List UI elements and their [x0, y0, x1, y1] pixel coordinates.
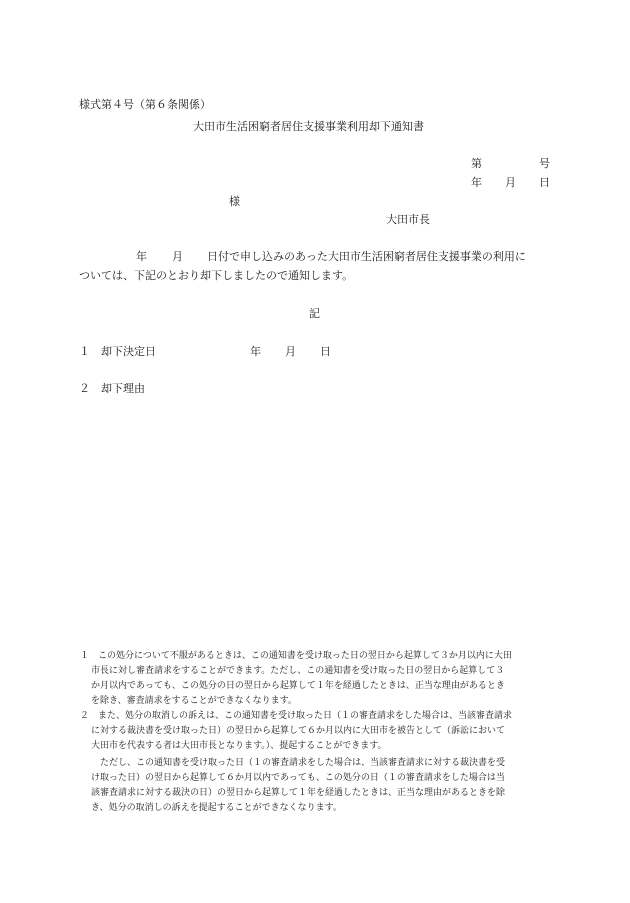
issue-day: 日	[539, 176, 550, 189]
note-2-line-2: に対する裁決書を受け取った日）の翌日から起算して６か月以内に大田市を被告として（訴訟において	[91, 726, 506, 736]
issue-year: 年	[471, 176, 482, 189]
issue-month: 月	[505, 176, 516, 189]
note-1-line-3: か月以内であっても、この処分の日の翌日から起算して１年を経過したときは、正当な理由があるとき	[91, 681, 505, 691]
note-2-line-4: ただし、この通知書を受け取った日（１の審査請求をした場合は、当該審査請求に対する裁決書を受	[100, 758, 506, 768]
note-1-line-2: 市長に対し審査請求をすることができます。ただし、この通知書を受け取った日の翌日から起算して３	[91, 666, 505, 676]
decision-year: 年	[250, 345, 261, 358]
issuer-name: 大田市長	[386, 213, 430, 226]
note-2-line-5: け取った日）の翌日から起算して６か月以内であっても、この処分の日（１の審査請求をした場合は当	[91, 773, 505, 783]
addressee-honorific: 様	[229, 195, 240, 208]
form-number: 様式第４号（第６条関係）	[79, 98, 211, 111]
body-line-2: ついては、下記のとおり却下しましたので通知します。	[79, 269, 354, 282]
decision-month: 月	[285, 345, 296, 358]
reason-label: ２ 却下理由	[79, 382, 145, 395]
note-1-line-1: １ この処分について不服があるときは、この通知書を受け取った日の翌日から起算して３か月以内に大田	[80, 651, 512, 661]
ki-mark: 記	[309, 307, 320, 320]
note-1-line-4: を除き、審査請求をすることができなくなります。	[91, 696, 297, 706]
body-date-text: 日付で申し込みのあった大田市生活困窮者居住支援事業の利用に	[207, 250, 526, 263]
body-month: 月	[172, 250, 183, 263]
reference-number-prefix: 第	[471, 157, 482, 170]
decision-day: 日	[320, 345, 331, 358]
document-title: 大田市生活困窮者居住支援事業利用却下通知書	[193, 120, 424, 133]
note-2-line-1: ２ また、処分の取消しの訴えは、この通知書を受け取った日（１の審査請求をした場合は、当該審査請求	[80, 711, 513, 721]
note-2-line-3: 大田市を代表する者は大田市長となります。）、提起することができます。	[91, 741, 387, 751]
note-2-line-6: 該審査請求に対する裁決の日）の翌日から起算して１年を経過したときは、正当な理由があるときを除	[91, 788, 506, 798]
body-year: 年	[136, 250, 147, 263]
note-2-line-7: き、処分の取消しの訴えを提起することができなくなります。	[91, 803, 342, 813]
decision-date-label: １ 却下決定日	[79, 345, 156, 358]
reference-number-suffix: 号	[539, 157, 550, 170]
